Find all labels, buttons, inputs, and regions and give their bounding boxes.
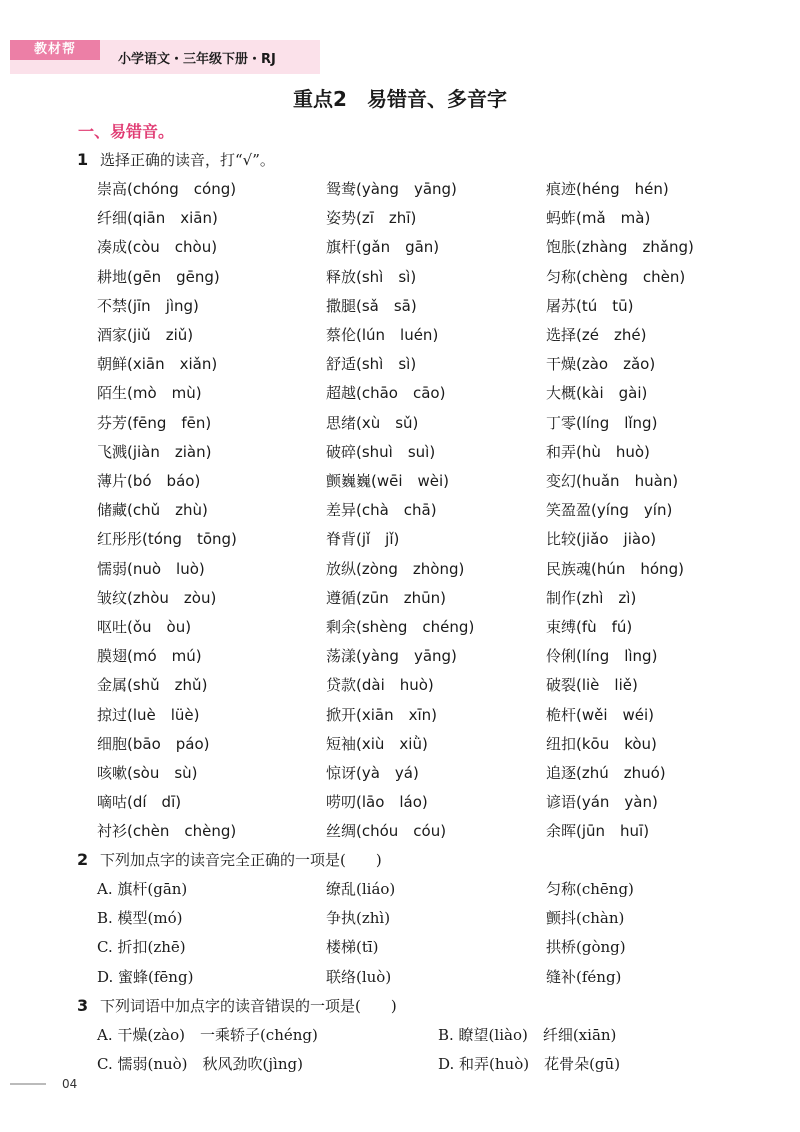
word-pinyin-choice: 衬衫(chèn chèng)	[97, 822, 237, 841]
word-pinyin-choice: 鸳鸯(yàng yāng)	[326, 180, 457, 198]
word-pinyin-choice: 短袖(xiù xiǜ)	[326, 734, 428, 753]
answer-option: C. 折扣(zhē)	[97, 938, 186, 957]
word-pinyin-choice: 伶俐(líng lìng)	[546, 647, 658, 666]
page-title: 重点2 易错音、多音字	[293, 87, 507, 111]
word-pinyin-choice: 干燥(zào zǎo)	[546, 355, 656, 374]
book-series: 小学语文・三年级下册・RJ	[118, 52, 276, 67]
answer-option: B. 瞭望(liào) 纤细(xiān)	[438, 1026, 617, 1044]
word-pinyin-choice: 飞溅(jiàn ziàn)	[97, 442, 212, 461]
word-pinyin-choice: 舒适(shì sì)	[326, 355, 417, 374]
word-pinyin-choice: 不禁(jīn jìng)	[97, 296, 199, 315]
word-pinyin-choice: 谚语(yán yàn)	[546, 793, 658, 812]
word-pinyin-choice: 薄片(bó báo)	[97, 472, 201, 490]
word-pinyin-choice: 凑成(còu chòu)	[97, 238, 218, 257]
word-pinyin-choice: 丁零(líng lǐng)	[546, 413, 658, 432]
answer-option: B. 模型(mó)	[97, 909, 183, 928]
word-pinyin-choice: 束缚(fù fú)	[546, 618, 633, 636]
word-pinyin-choice: 旗杆(gǎn gān)	[326, 238, 440, 257]
word-pinyin-choice: 掀开(xiān xīn)	[326, 705, 437, 724]
word-pinyin-choice: 剩余(shèng chéng)	[326, 618, 475, 636]
answer-option: 缝补(féng)	[546, 967, 622, 986]
word-pinyin-choice: 红彤彤(tóng tōng)	[97, 530, 237, 549]
answer-option: 颤抖(chàn)	[546, 909, 625, 928]
word-pinyin-choice: 皱纹(zhòu zòu)	[97, 588, 217, 607]
word-pinyin-choice: 朝鲜(xiān xiǎn)	[97, 355, 218, 374]
brand-badge: 教材帮	[10, 40, 100, 60]
question-text: 下列加点字的读音完全正确的一项是( )	[100, 851, 382, 869]
word-pinyin-choice: 呕吐(ǒu òu)	[97, 618, 192, 636]
footer-divider	[10, 1083, 46, 1085]
word-pinyin-choice: 蚂蚱(mǎ mà)	[546, 209, 651, 228]
word-pinyin-choice: 金属(shǔ zhǔ)	[97, 676, 208, 695]
word-pinyin-choice: 和弄(hù huò)	[546, 442, 650, 461]
word-pinyin-choice: 破裂(liè liě)	[546, 676, 638, 695]
word-pinyin-choice: 大概(kài gài)	[546, 384, 648, 403]
word-pinyin-choice: 比较(jiǎo jiào)	[546, 530, 657, 549]
word-pinyin-choice: 膜翅(mó mú)	[97, 647, 202, 666]
word-pinyin-choice: 掠过(luè lüè)	[97, 705, 200, 724]
page-number: 04	[62, 1077, 78, 1091]
word-pinyin-choice: 撒腿(sǎ sā)	[326, 296, 417, 315]
answer-option: 匀称(chēng)	[546, 880, 634, 898]
word-pinyin-choice: 变幻(huǎn huàn)	[546, 472, 679, 490]
word-pinyin-choice: 崇高(chóng cóng)	[97, 180, 237, 198]
word-pinyin-choice: 桅杆(wěi wéi)	[546, 705, 655, 724]
word-pinyin-choice: 丝绸(chóu cóu)	[326, 822, 447, 841]
word-pinyin-choice: 耕地(gēn gēng)	[97, 267, 220, 286]
word-pinyin-choice: 储藏(chǔ zhù)	[97, 501, 208, 520]
answer-option: 争执(zhì)	[326, 909, 391, 928]
answer-option: A. 旗杆(gān)	[97, 880, 188, 898]
word-pinyin-choice: 颤巍巍(wēi wèi)	[326, 472, 450, 490]
word-pinyin-choice: 追逐(zhú zhuó)	[546, 764, 666, 782]
word-pinyin-choice: 贷款(dài huò)	[326, 676, 434, 695]
word-pinyin-choice: 荡漾(yàng yāng)	[326, 647, 457, 666]
word-pinyin-choice: 遵循(zūn zhūn)	[326, 588, 446, 607]
word-pinyin-choice: 放纵(zòng zhòng)	[326, 559, 465, 578]
answer-option: 缭乱(liáo)	[326, 880, 396, 898]
answer-option: D. 蜜蜂(fēng)	[97, 967, 194, 986]
word-pinyin-choice: 嘀咕(dí dī)	[97, 793, 182, 812]
word-pinyin-choice: 饱胀(zhàng zhǎng)	[546, 238, 694, 257]
word-pinyin-choice: 唠叨(lāo láo)	[326, 793, 428, 812]
word-pinyin-choice: 释放(shì sì)	[326, 267, 417, 286]
question-text: 选择正确的读音，打“√”。	[100, 151, 275, 169]
answer-option: 拱桥(gòng)	[546, 938, 626, 957]
question-number: 1	[77, 150, 89, 169]
word-pinyin-choice: 惊讶(yà yá)	[326, 764, 419, 782]
word-pinyin-choice: 屠苏(tú tū)	[546, 296, 634, 315]
section-title: 一、易错音。	[78, 122, 175, 141]
word-pinyin-choice: 超越(chāo cāo)	[326, 384, 446, 403]
word-pinyin-choice: 酒家(jiǔ ziǔ)	[97, 326, 194, 344]
answer-option: D. 和弄(huò) 花骨朵(gū)	[438, 1055, 621, 1074]
word-pinyin-choice: 懦弱(nuò luò)	[97, 559, 205, 578]
word-pinyin-choice: 民族魂(hún hóng)	[546, 559, 684, 578]
word-pinyin-choice: 咳嗽(sòu sù)	[97, 764, 198, 782]
question-number: 2	[77, 850, 89, 869]
word-pinyin-choice: 蔡伦(lún luén)	[326, 326, 439, 344]
word-pinyin-choice: 破碎(shuì suì)	[326, 442, 436, 461]
word-pinyin-choice: 匀称(chèng chèn)	[546, 267, 686, 286]
word-pinyin-choice: 余晖(jūn huī)	[546, 822, 650, 841]
word-pinyin-choice: 纤细(qiān xiān)	[97, 209, 218, 228]
word-pinyin-choice: 选择(zé zhé)	[546, 326, 647, 344]
word-pinyin-choice: 制作(zhì zì)	[546, 588, 637, 607]
word-pinyin-choice: 脊背(jǐ jǐ)	[326, 530, 400, 549]
question-number: 3	[77, 996, 89, 1015]
question-text: 下列词语中加点字的读音错误的一项是( )	[100, 997, 397, 1015]
word-pinyin-choice: 细胞(bāo páo)	[97, 734, 210, 753]
word-pinyin-choice: 痕迹(héng hén)	[546, 180, 669, 198]
word-pinyin-choice: 陌生(mò mù)	[97, 384, 202, 403]
answer-option: A. 干燥(zào) 一乘轿子(chéng)	[97, 1026, 318, 1044]
answer-option: 楼梯(tī)	[326, 938, 379, 957]
answer-option: C. 懦弱(nuò) 秋风劲吹(jìng)	[97, 1055, 303, 1074]
word-pinyin-choice: 笑盈盈(yíng yín)	[546, 501, 673, 520]
word-pinyin-choice: 思绪(xù sǔ)	[326, 413, 419, 432]
word-pinyin-choice: 姿势(zī zhī)	[326, 209, 417, 228]
word-pinyin-choice: 纽扣(kōu kòu)	[546, 734, 657, 753]
answer-option: 联络(luò)	[326, 967, 392, 986]
word-pinyin-choice: 芬芳(fēng fēn)	[97, 413, 212, 432]
word-pinyin-choice: 差异(chà chā)	[326, 501, 437, 520]
